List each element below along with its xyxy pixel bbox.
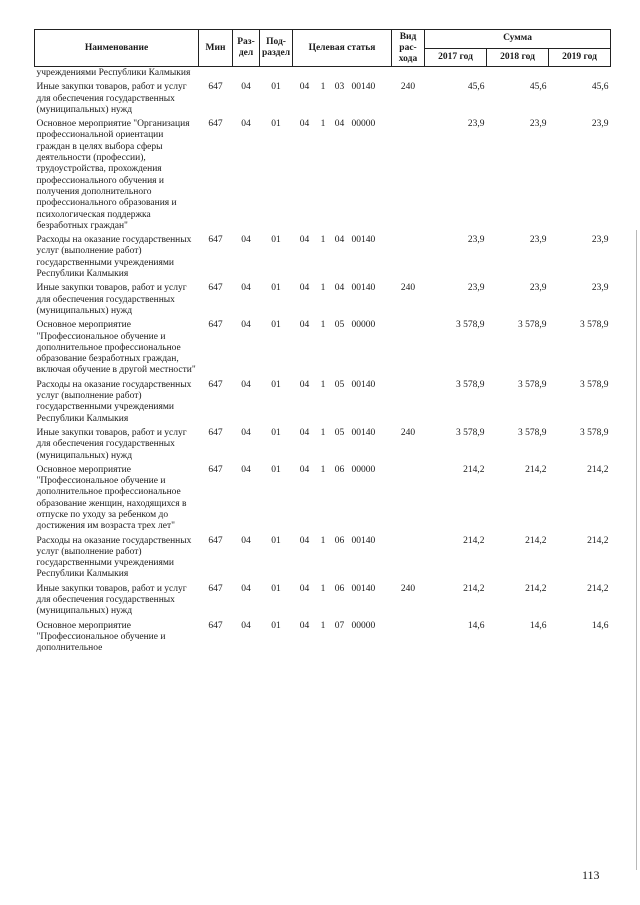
table-cell-razdel: 04 bbox=[241, 379, 251, 390]
table-cell-min bbox=[199, 67, 233, 82]
table-cell-target-subprogram: 1 bbox=[320, 235, 326, 246]
table-cell-target-event: 05 bbox=[334, 320, 345, 331]
table-cell-sum-2017: 214,2 bbox=[463, 535, 485, 546]
table-cell-podrazdel: 01 bbox=[271, 320, 281, 331]
table-cell-podrazdel bbox=[260, 67, 293, 82]
table-cell-sum-2017: 3 578,9 bbox=[456, 379, 485, 390]
table-cell-razdel: 04 bbox=[241, 283, 251, 294]
table-cell-sum-2018: 214,2 bbox=[525, 535, 547, 546]
table-cell-min: 647 bbox=[208, 379, 223, 390]
table-cell-name: Основное мероприятие "Профессиональное обучение и дополнительное профессиональное образование безработных граждан, включая обучение в другой местности" bbox=[36, 320, 196, 376]
table-cell-min: 647 bbox=[208, 320, 223, 331]
table-cell-target-direction: 00000 bbox=[351, 620, 376, 631]
table-cell-vid-raskhoda bbox=[392, 67, 425, 82]
table-cell-sum-2019: 3 578,9 bbox=[580, 379, 609, 390]
table-cell-target-direction: 00000 bbox=[351, 464, 376, 475]
table-cell-razdel bbox=[233, 67, 260, 82]
table-cell-name: учреждениями Республики Калмыкия bbox=[36, 68, 191, 78]
table-cell-vid-raskhoda bbox=[392, 379, 425, 427]
table-cell-target-subprogram: 1 bbox=[320, 464, 326, 475]
table-cell-target-subprogram: 1 bbox=[320, 283, 326, 294]
header-min: Мин bbox=[199, 30, 233, 67]
table-cell-target-subprogram: 1 bbox=[320, 119, 326, 130]
table-row bbox=[35, 583, 611, 620]
table-cell-target-subprogram: 1 bbox=[320, 379, 326, 390]
table-cell-target-program: 04 bbox=[299, 464, 310, 475]
table-cell-target-subprogram: 1 bbox=[320, 320, 326, 331]
table-cell-vid-raskhoda bbox=[392, 535, 425, 583]
table-cell-min: 647 bbox=[208, 583, 223, 594]
table-cell-sum-2018 bbox=[487, 67, 549, 82]
table-cell-target-event: 04 bbox=[334, 235, 345, 246]
table-cell-target-event: 06 bbox=[334, 464, 345, 475]
table-cell-podrazdel: 01 bbox=[271, 427, 281, 438]
table-cell-target-direction: 00140 bbox=[351, 427, 376, 438]
table-cell-target-program: 04 bbox=[299, 535, 310, 546]
table-cell-sum-2019: 214,2 bbox=[587, 583, 609, 594]
table-cell-vid-raskhoda bbox=[392, 464, 425, 535]
table-cell-sum-2019: 23,9 bbox=[591, 119, 609, 130]
table-cell-target-program: 04 bbox=[299, 320, 310, 331]
table-cell-target-subprogram: 1 bbox=[320, 535, 326, 546]
header-2019: 2019 год bbox=[549, 48, 611, 67]
table-cell-target-event: 03 bbox=[334, 82, 345, 93]
table-cell-sum-2018: 3 578,9 bbox=[518, 379, 547, 390]
table-cell-name: Основное мероприятие "Организация профессиональной ориентации граждан в целях выбора сферы деятельности (профессии), трудоустройства, прохождения профессионального обучения и получения дополнительного профессионального образования и психологическая поддержка безработных граждан" bbox=[36, 119, 190, 231]
table-cell-target-program: 04 bbox=[299, 427, 310, 438]
table-cell-sum-2017 bbox=[425, 67, 487, 82]
table-cell-sum-2019: 214,2 bbox=[587, 535, 609, 546]
table-cell-min: 647 bbox=[208, 427, 223, 438]
table-cell-vid-raskhoda: 240 bbox=[400, 427, 416, 438]
table-row bbox=[35, 81, 611, 118]
page-number: 113 bbox=[582, 868, 600, 882]
table-cell-min: 647 bbox=[208, 283, 223, 294]
table-cell-sum-2019 bbox=[549, 67, 611, 82]
table-cell-podrazdel: 01 bbox=[271, 464, 281, 475]
table-cell-target-program: 04 bbox=[299, 119, 310, 130]
table-cell-target-program bbox=[293, 67, 317, 82]
table-cell-name: Иные закупки товаров, работ и услуг для обеспечения государственных (муниципальных) нужд bbox=[36, 283, 187, 316]
table-cell-sum-2017: 23,9 bbox=[467, 235, 485, 246]
table-cell-sum-2018: 214,2 bbox=[525, 464, 547, 475]
table-row bbox=[35, 535, 611, 583]
table-cell-min: 647 bbox=[208, 620, 223, 631]
header-2017: 2017 год bbox=[425, 48, 487, 67]
table-cell-sum-2017: 3 578,9 bbox=[456, 320, 485, 331]
table-body bbox=[35, 67, 611, 657]
table-cell-vid-raskhoda: 240 bbox=[400, 583, 416, 594]
table-cell-target-event: 04 bbox=[334, 283, 345, 294]
table-cell-target-direction: 00140 bbox=[351, 283, 376, 294]
table-cell-name: Иные закупки товаров, работ и услуг для обеспечения государственных (муниципальных) нужд bbox=[36, 82, 187, 115]
header-2018: 2018 год bbox=[487, 48, 549, 67]
table-cell-razdel: 04 bbox=[241, 427, 251, 438]
table-row bbox=[35, 620, 611, 657]
table-cell-sum-2018: 214,2 bbox=[525, 583, 547, 594]
table-cell-target-direction: 00140 bbox=[351, 583, 376, 594]
table-cell-target-event: 04 bbox=[334, 119, 345, 130]
table-row bbox=[35, 282, 611, 319]
table-cell-sum-2018: 45,6 bbox=[529, 82, 547, 93]
table-cell-name: Основное мероприятие "Профессиональное обучение и дополнительное профессиональное образование женщин, находящихся в отпуске по уходу за ребенком до достижения им возраста трех лет" bbox=[36, 464, 187, 532]
table-cell-sum-2017: 45,6 bbox=[467, 82, 485, 93]
table-cell-sum-2017: 23,9 bbox=[467, 119, 485, 130]
table-cell-podrazdel: 01 bbox=[271, 583, 281, 594]
table-cell-target-direction: 00000 bbox=[351, 320, 376, 331]
table-header bbox=[35, 30, 611, 67]
table-cell-target-program: 04 bbox=[299, 82, 310, 93]
table-cell-min: 647 bbox=[208, 82, 223, 93]
table-cell-razdel: 04 bbox=[241, 464, 251, 475]
table-cell-min: 647 bbox=[208, 119, 223, 130]
table-cell-target-event: 06 bbox=[334, 535, 345, 546]
table-cell-name: Иные закупки товаров, работ и услуг для обеспечения государственных (муниципальных) нужд bbox=[36, 583, 187, 617]
table-cell-target-direction: 00140 bbox=[351, 82, 376, 93]
table-cell-razdel: 04 bbox=[241, 620, 251, 631]
table-cell-target-direction: 00140 bbox=[351, 379, 376, 390]
header-name: Наименование bbox=[35, 30, 199, 67]
table-cell-vid-raskhoda bbox=[392, 234, 425, 282]
table-cell-podrazdel: 01 bbox=[271, 379, 281, 390]
table-cell-podrazdel: 01 bbox=[271, 235, 281, 246]
table-cell-sum-2019: 23,9 bbox=[591, 235, 609, 246]
table-cell-target-program: 04 bbox=[299, 235, 310, 246]
header-summa: Сумма bbox=[425, 30, 611, 49]
table-row bbox=[35, 427, 611, 464]
table-cell-name: Расходы на оказание государственных услуг (выполнение работ) государственными учреждениями Республики Калмыкия bbox=[36, 379, 192, 424]
table-cell-name: Иные закупки товаров, работ и услуг для обеспечения государственных (муниципальных) нужд bbox=[36, 427, 187, 461]
table-cell-target-event: 05 bbox=[334, 427, 345, 438]
table-cell-min: 647 bbox=[208, 464, 223, 475]
table-cell-target-event: 05 bbox=[334, 379, 345, 390]
table-cell-name: Расходы на оказание государственных услуг (выполнение работ) государственными учреждениями Республики Калмыкия bbox=[36, 235, 192, 280]
table-cell-podrazdel: 01 bbox=[271, 283, 281, 294]
table-cell-sum-2019: 23,9 bbox=[591, 283, 609, 294]
table-cell-sum-2018: 23,9 bbox=[529, 283, 547, 294]
table-cell-razdel: 04 bbox=[241, 235, 251, 246]
table-cell-target-event: 07 bbox=[334, 620, 345, 631]
table-cell-target-program: 04 bbox=[299, 283, 310, 294]
table-cell-sum-2018: 3 578,9 bbox=[518, 427, 547, 438]
table-cell-min: 647 bbox=[208, 535, 223, 546]
table-cell-vid-raskhoda bbox=[392, 118, 425, 234]
table-cell-razdel: 04 bbox=[241, 119, 251, 130]
scan-edge-line bbox=[636, 230, 637, 870]
table-cell-vid-raskhoda: 240 bbox=[400, 283, 416, 294]
table-row bbox=[35, 464, 611, 535]
table-cell-target-event: 06 bbox=[334, 583, 345, 594]
table-cell-sum-2017: 214,2 bbox=[463, 464, 485, 475]
table-row bbox=[35, 67, 611, 82]
table-row bbox=[35, 234, 611, 282]
table-cell-sum-2017: 14,6 bbox=[467, 620, 485, 631]
table-cell-sum-2018: 3 578,9 bbox=[518, 320, 547, 331]
table-cell-sum-2017: 23,9 bbox=[467, 283, 485, 294]
table-cell-target-direction: 00140 bbox=[351, 535, 376, 546]
table-cell-sum-2019: 3 578,9 bbox=[580, 427, 609, 438]
table-cell-name: Основное мероприятие "Профессиональное обучение и дополнительное bbox=[36, 620, 166, 654]
table-cell-sum-2019: 14,6 bbox=[591, 620, 609, 631]
table-cell-podrazdel: 01 bbox=[271, 535, 281, 546]
table-cell-target-subprogram: 1 bbox=[320, 82, 326, 93]
table-cell-min: 647 bbox=[208, 235, 223, 246]
table-row bbox=[35, 319, 611, 378]
table-row bbox=[35, 379, 611, 427]
table-cell-name: Расходы на оказание государственных услуг (выполнение работ) государственными учреждениями Республики Калмыкия bbox=[36, 535, 192, 580]
table-cell-target-program: 04 bbox=[299, 620, 310, 631]
table-cell-podrazdel: 01 bbox=[271, 119, 281, 130]
table-cell-target-subprogram: 1 bbox=[320, 583, 326, 594]
table-cell-sum-2019: 214,2 bbox=[587, 464, 609, 475]
table-cell-target-program: 04 bbox=[299, 583, 310, 594]
table-cell-sum-2018: 23,9 bbox=[529, 119, 547, 130]
table-cell-podrazdel: 01 bbox=[271, 82, 281, 93]
table-cell-vid-raskhoda: 240 bbox=[400, 82, 416, 93]
header-razdel: Раз-дел bbox=[233, 30, 260, 67]
header-target-article: Целевая статья bbox=[293, 30, 392, 67]
table-cell-sum-2019: 45,6 bbox=[591, 82, 609, 93]
table-cell-sum-2017: 3 578,9 bbox=[456, 427, 485, 438]
table-cell-vid-raskhoda bbox=[392, 620, 425, 657]
table-cell-target-direction bbox=[350, 67, 392, 82]
table-cell-sum-2017: 214,2 bbox=[463, 583, 485, 594]
table-cell-podrazdel: 01 bbox=[271, 620, 281, 631]
table-cell-target-subprogram: 1 bbox=[320, 620, 326, 631]
table-cell-sum-2018: 14,6 bbox=[529, 620, 547, 631]
header-vid-raskhoda: Вид рас-хода bbox=[392, 30, 425, 67]
table-cell-razdel: 04 bbox=[241, 82, 251, 93]
table-row bbox=[35, 118, 611, 234]
table-cell-target-event bbox=[330, 67, 350, 82]
table-cell-razdel: 04 bbox=[241, 320, 251, 331]
table-cell-target-direction: 00000 bbox=[351, 119, 376, 130]
table-cell-sum-2019: 3 578,9 bbox=[580, 320, 609, 331]
table-cell-vid-raskhoda bbox=[392, 319, 425, 378]
header-podrazdel: Под-раздел bbox=[260, 30, 293, 67]
table-cell-sum-2018: 23,9 bbox=[529, 235, 547, 246]
table-cell-razdel: 04 bbox=[241, 535, 251, 546]
budget-table bbox=[34, 29, 611, 657]
table-cell-target-direction: 00140 bbox=[351, 235, 376, 246]
table-cell-razdel: 04 bbox=[241, 583, 251, 594]
table-cell-target-subprogram: 1 bbox=[320, 427, 326, 438]
table-cell-target-program: 04 bbox=[299, 379, 310, 390]
table-cell-target-subprogram bbox=[317, 67, 330, 82]
